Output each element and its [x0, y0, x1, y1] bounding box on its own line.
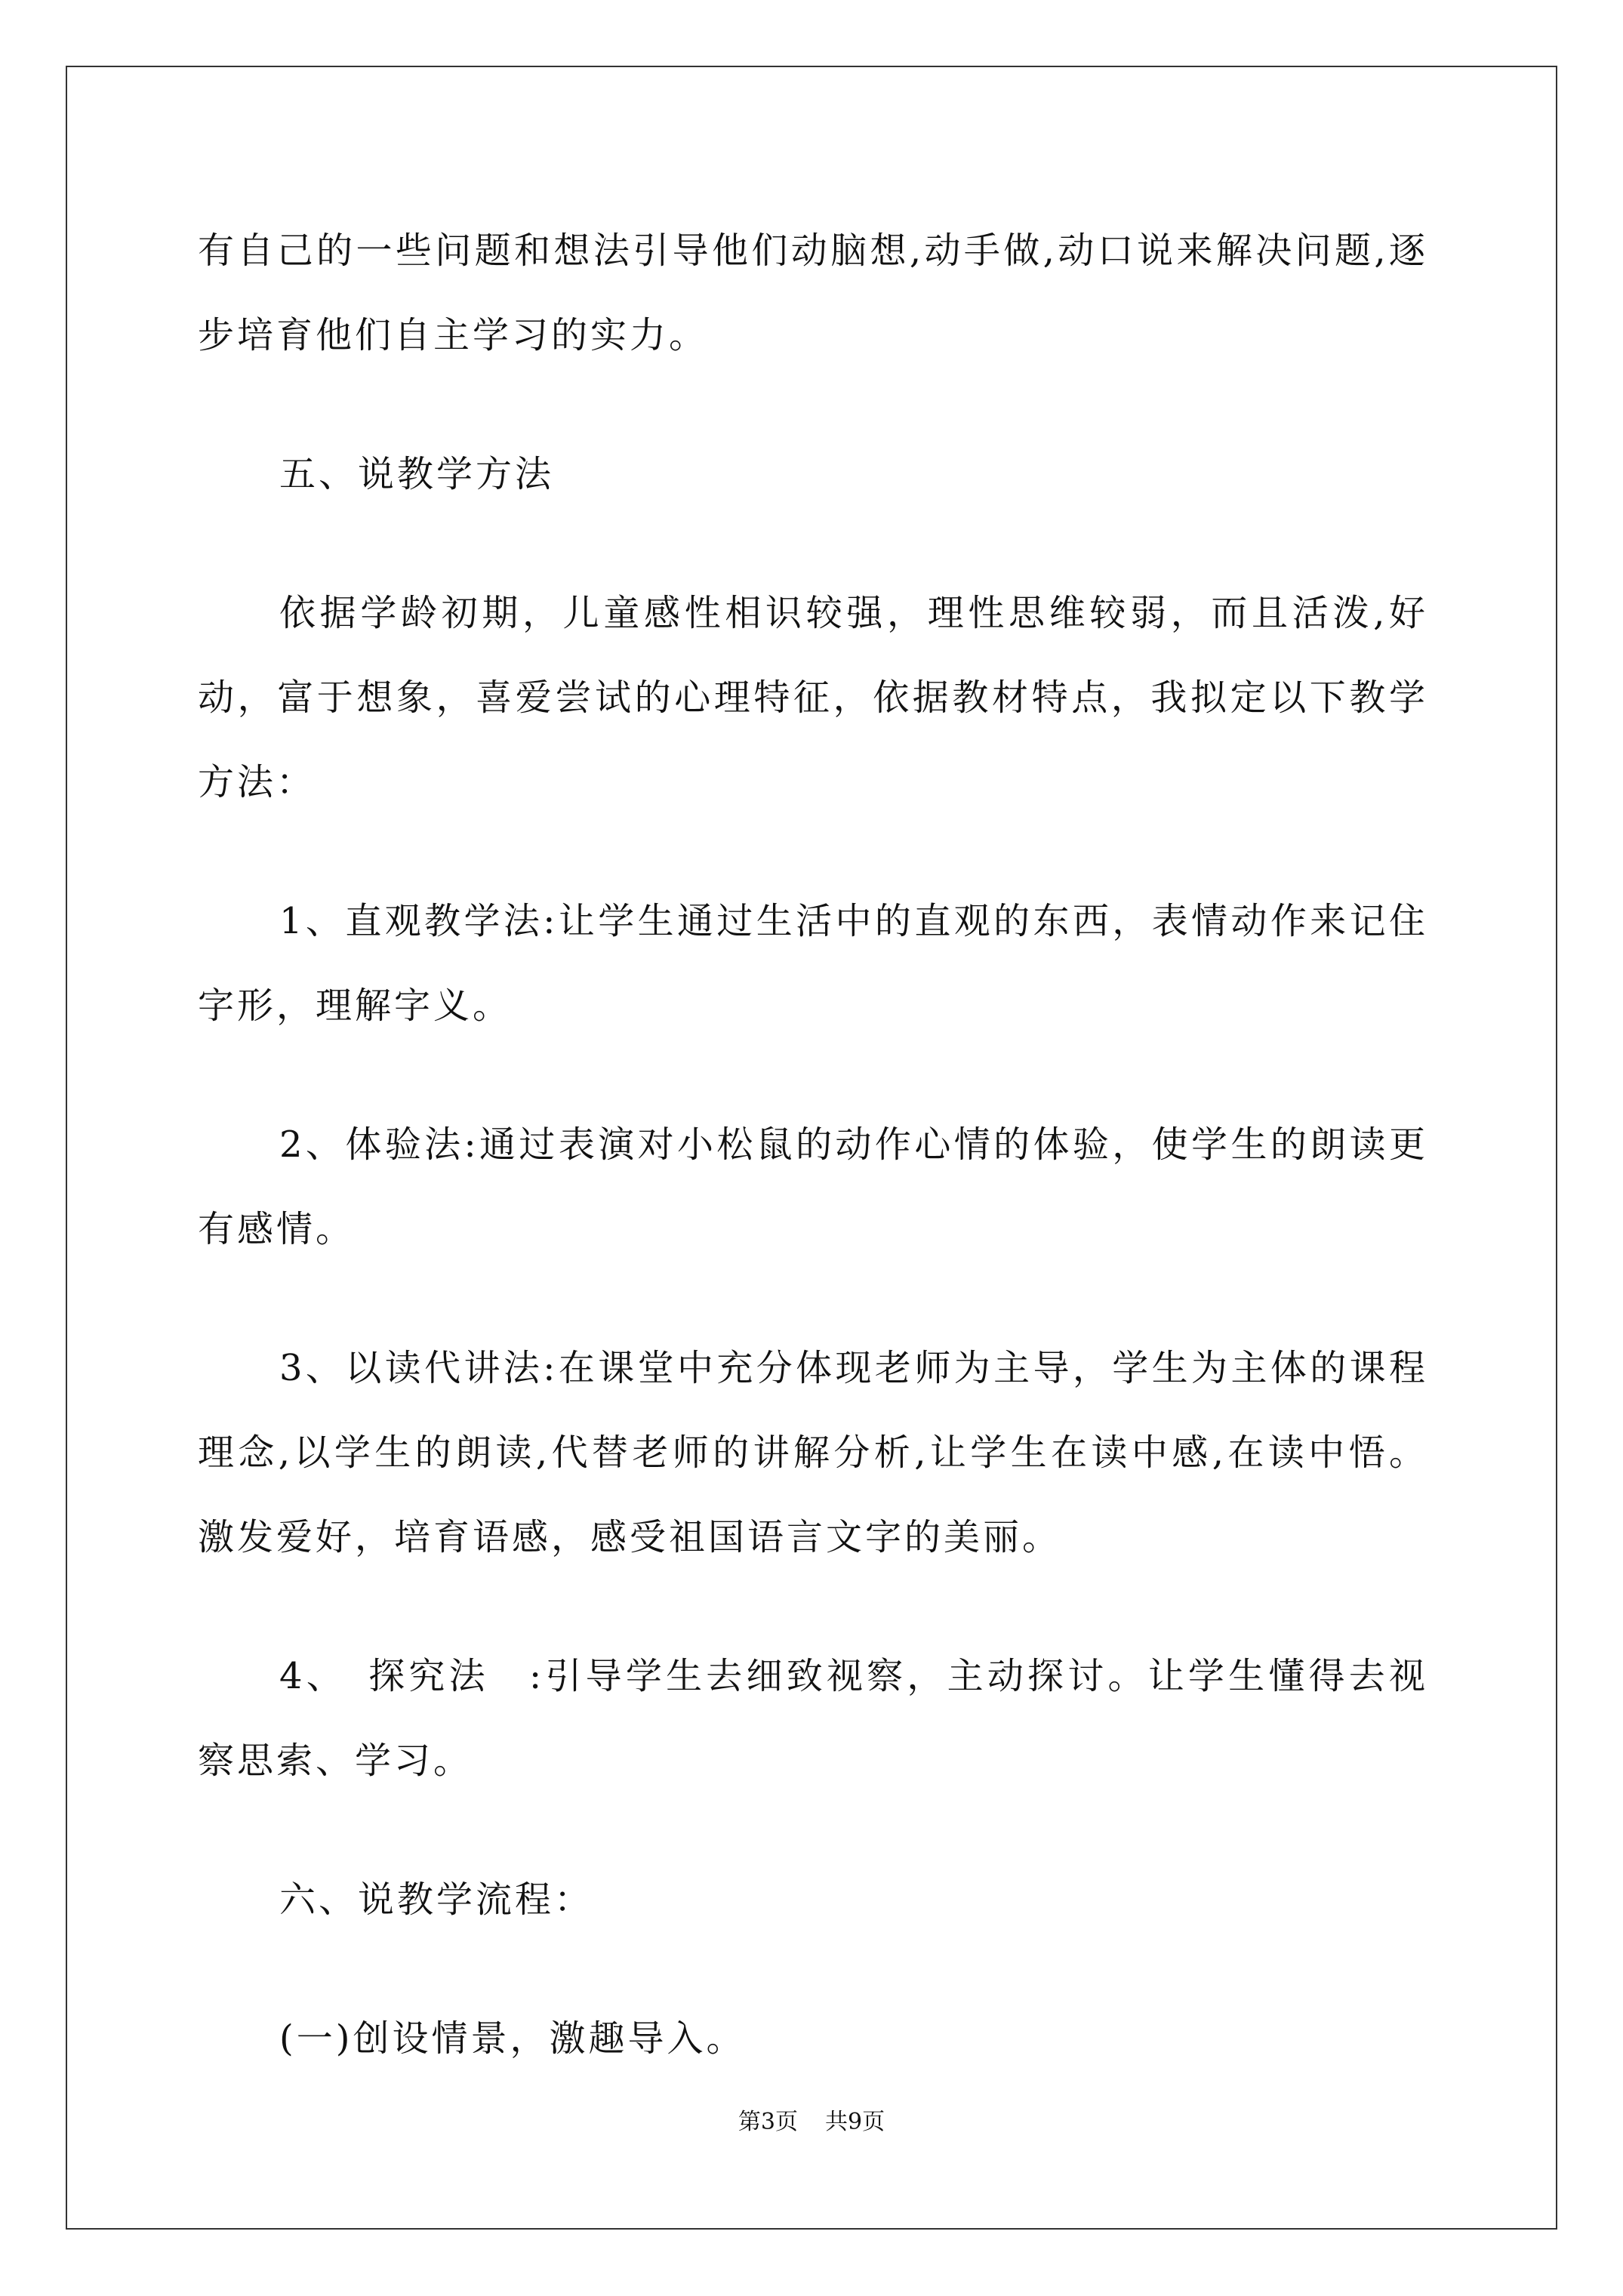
paragraph-continuation: 有自己的一些问题和想法引导他们动脑想,动手做,动口说来解决问题,逐步培育他们自主学习的实力。 [198, 230, 1428, 356]
page-number-current: 第3页 [738, 2109, 798, 2135]
list-item-method-4: 4、 探究法 :引导学生去细致视察，主动探讨。让学生懂得去视察思索、学习。 [198, 1655, 1428, 1782]
page-number-total: 共9页 [825, 2109, 885, 2135]
list-item-method-3: 3、以读代讲法:在课堂中充分体现老师为主导，学生为主体的课程理念,以学生的朗读,代替老师的讲解分析,让学生在读中感,在读中悟。激发爱好，培育语感，感受祖国语言文字的美丽。 [198, 1347, 1428, 1558]
page-footer [0, 2107, 1623, 2137]
section-heading-teaching-process: 六、说教学流程： [279, 1878, 594, 1921]
list-item-method-2: 2、体验法:通过表演对小松鼠的动作心情的体验，使学生的朗读更有感情。 [198, 1123, 1428, 1250]
paragraph-methods-intro: 依据学龄初期，儿童感性相识较强，理性思维较弱，而且活泼,好动，富于想象，喜爱尝试的心理特征，依据教材特点，我拟定以下教学方法： [198, 592, 1428, 803]
document-body [198, 208, 1428, 2135]
subsection-heading-intro: (一)创设情景，激趣导入。 [279, 2017, 746, 2060]
list-item-method-1: 1、直观教学法:让学生通过生活中的直观的东西，表情动作来记住字形，理解字义。 [198, 900, 1428, 1027]
section-heading-teaching-methods: 五、说教学方法 [279, 453, 555, 495]
